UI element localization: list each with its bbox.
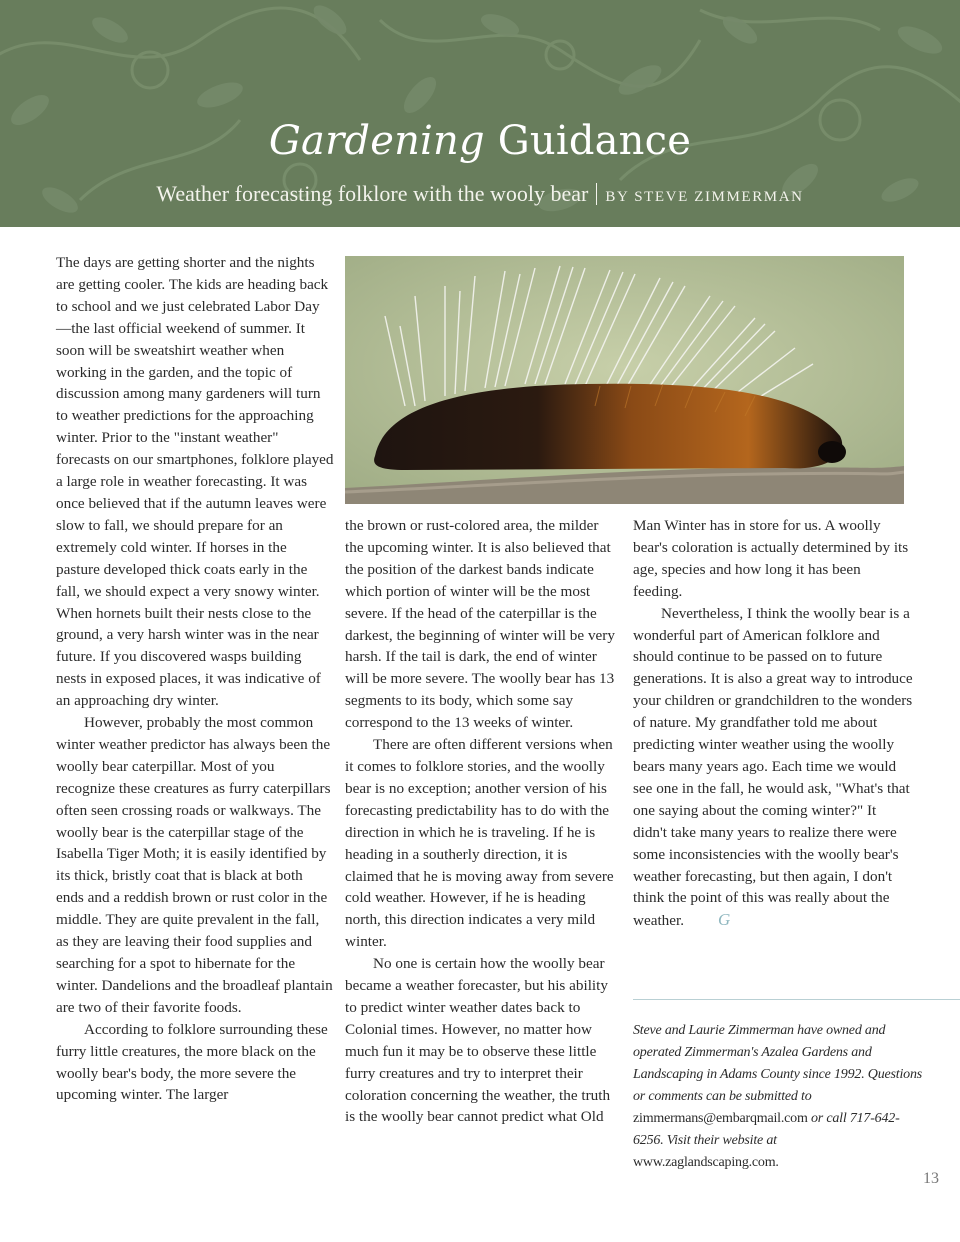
paragraph: There are often different versions when it comes to folklore stories, and the woolly bear is no exception; another version of his forecasting predictability has to do with the direction in which he is traveling. If he is heading in a southerly direction, it is claimed that he is moving away from severe cold weather. However, if he is heading north, this direction indicates a very mild winter. (345, 736, 614, 951)
bio-email-link[interactable]: zimmermans@embarqmail.com (633, 1111, 808, 1126)
caterpillar-photo (345, 256, 904, 504)
header-banner (0, 0, 960, 227)
page-title (0, 118, 960, 164)
title-plain: Guidance (497, 118, 692, 164)
subtitle-text: Weather forecasting folklore with the wooly bear (156, 181, 589, 206)
paragraph: The days are getting shorter and the nights are getting cooler. The kids are heading back to school and we just celebrated Labor Day—the last official weekend of summer. It soon will be sweatshirt weather when working in the garden, and the topic of discussion among many gardeners will turn to weather predictions for the approaching winter. Prior to the "instant weather" forecasts on our smartphones, folklore played a large role in weather forecasting. It was once believed that if the autumn leaves were slow to fall, we should prepare for an extremely cold winter. If horses in the pasture developed thick coats early in the fall, we should expect a very snowy winter. When hornets built their nests close to the ground, a very harsh winter was in the near future. If you discovered wasps building nests in exposed places, it was indicative of an approaching dry winter. (56, 254, 334, 710)
article-column-1 (56, 252, 334, 1106)
article-subtitle (0, 181, 960, 207)
subtitle-divider (596, 183, 597, 205)
paragraph: According to folklore surrounding these furry little creatures, the more black on the woolly bear's body, the more severe the upcoming winter. The larger (56, 1020, 328, 1104)
bio-text: Steve and Laurie Zimmerman have owned and operated Zimmerman's Azalea Gardens and Landscaping in Adams County since 1992. Questions or comments can be submitted to (633, 1023, 922, 1104)
paragraph (633, 603, 913, 933)
paragraph: However, probably the most common winter weather predictor has always been the woolly bear caterpillar. Most of you recognize these creatures as furry caterpillars often seen crossing roads or walkways. The woolly bear is the caterpillar stage of the Isabella Tiger Moth; it is easily identified by its thick, bristly coat that is black at both ends and a reddish brown or rust color in the middle. They are quite prevalent in the fall, as they are leaving their food supplies and searching for a spot to hibernate for the winter. Dandelions and the broadleaf plantain are two of their favorite foods. (56, 714, 333, 1016)
paragraph: No one is certain how the woolly bear became a weather forecaster, but his ability to predict winter weather dates back to Colonial times. However, no matter how much fun it may be to observe these little furry creatures and try to interpret their coloration concerning the weather, the truth is the woolly bear cannot predict what Old (345, 955, 611, 1126)
author-bio (633, 1020, 923, 1174)
woolly-bear-caterpillar-icon (345, 256, 904, 504)
paragraph: the brown or rust-colored area, the milder the upcoming winter. It is also believed that the position of the darkest bands indicate which portion of winter will be the most severe. If the head of the caterpillar is the darkest, the beginning of winter will be very harsh. If the tail is dark, the end of winter will be more severe. The woolly bear has 13 segments to its body, which some say correspond to the 13 weeks of winter. (345, 517, 615, 732)
article-column-3 (633, 515, 913, 932)
title-italic: Gardening (268, 118, 485, 164)
bio-text: or call 717-642-6256. Visit their website at (633, 1111, 900, 1148)
page-number: 13 (923, 1170, 939, 1187)
article-column-2 (345, 515, 617, 1128)
bio-divider (633, 999, 960, 1000)
paragraph: Man Winter has in store for us. A woolly bear's coloration is actually determined by its age, species and how long it has been feeding. (633, 517, 909, 600)
byline: BY STEVE ZIMMERMAN (605, 189, 804, 205)
paragraph-text: Nevertheless, I think the woolly bear is a wonderful part of American folklore and should continue to be passed on to future generations. It is also a great way to introduce your children or grandchildren to the wonders of nature. My grandfather told me about predicting winter weather using the woolly bears many years ago. Each time we would see one in the fall, he would ask, "What's that one saying about the coming winter?" It didn't take many years to realize there were some inconsistencies with the woolly bear's weather forecasting, but then again, I don't think the point of this was really about the weather. (633, 604, 913, 930)
end-mark-icon: G (718, 910, 731, 930)
bio-website-link[interactable]: www.zaglandscaping.com. (633, 1155, 779, 1170)
